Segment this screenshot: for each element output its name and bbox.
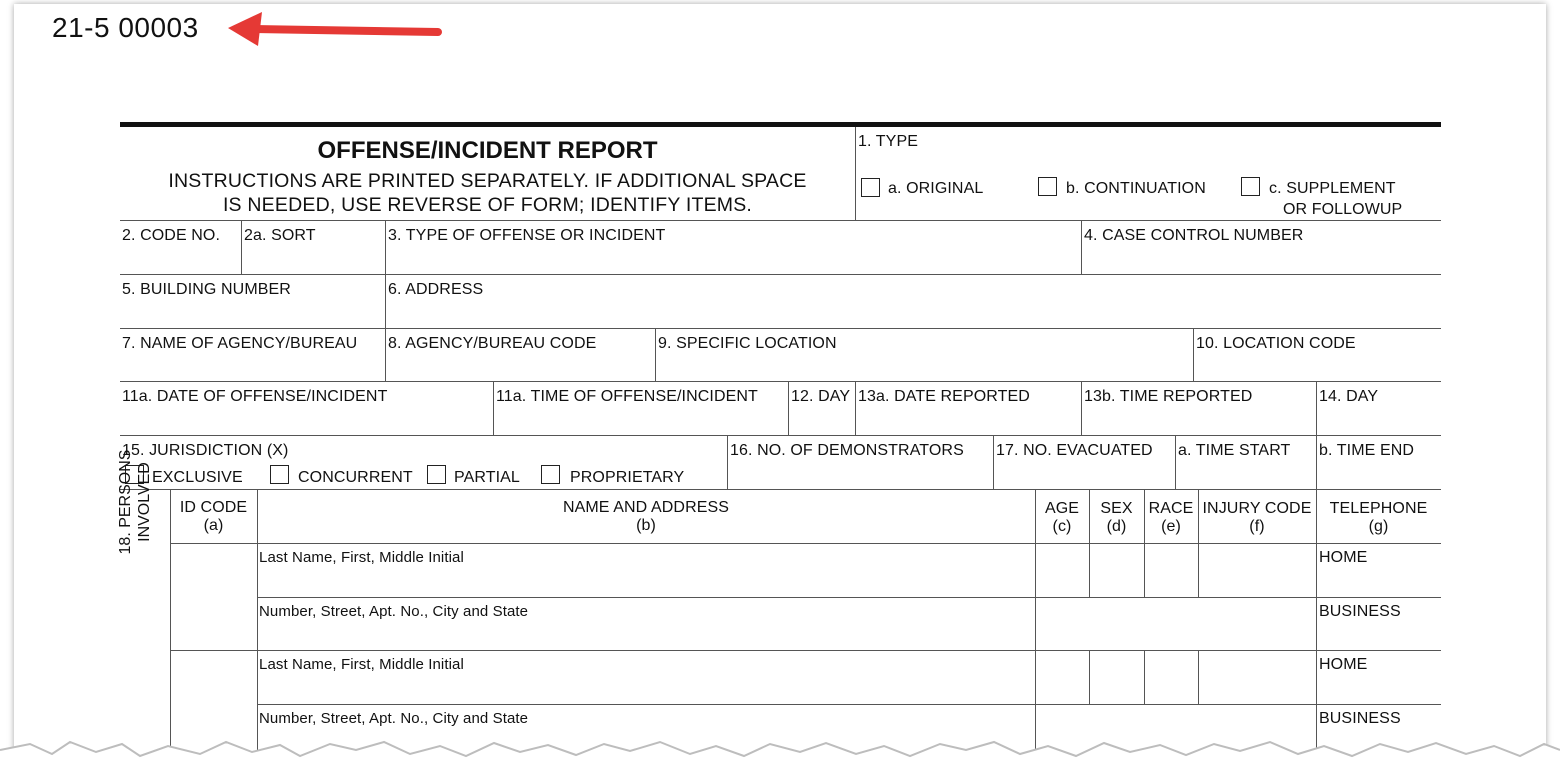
exclusive-label: EXCLUSIVE	[152, 469, 243, 486]
home-phone-field[interactable]: HOME	[1319, 656, 1368, 673]
original-label: a. ORIGINAL	[888, 180, 984, 197]
partial-label: PARTIAL	[454, 469, 520, 486]
evacuated-field[interactable]: 17. NO. EVACUATED	[996, 442, 1153, 459]
type-of-offense-field[interactable]: 3. TYPE OF OFFENSE OR INCIDENT	[388, 227, 666, 244]
proprietary-label: PROPRIETARY	[570, 469, 685, 486]
case-control-field[interactable]: 4. CASE CONTROL NUMBER	[1084, 227, 1304, 244]
date-reported-field[interactable]: 13a. DATE REPORTED	[858, 388, 1030, 405]
name-field[interactable]: Last Name, First, Middle Initial	[259, 549, 464, 566]
partial-checkbox[interactable]	[427, 465, 446, 484]
time-reported-field[interactable]: 13b. TIME REPORTED	[1084, 388, 1253, 405]
continuation-checkbox[interactable]	[1038, 177, 1057, 196]
jurisdiction-label: 15. JURISDICTION (X)	[122, 442, 289, 459]
col-injury-code: INJURY CODE (f)	[1202, 500, 1312, 535]
col-telephone: TELEPHONE (g)	[1329, 500, 1428, 535]
date-offense-field[interactable]: 11a. DATE OF OFFENSE/INCIDENT	[122, 388, 388, 405]
type-label: 1. TYPE	[858, 133, 918, 150]
day-14-field[interactable]: 14. DAY	[1319, 388, 1379, 405]
offense-incident-form	[117, 122, 1441, 767]
time-end-field[interactable]: b. TIME END	[1319, 442, 1415, 459]
address-field[interactable]: 6. ADDRESS	[388, 281, 484, 298]
demonstrators-field[interactable]: 16. NO. OF DEMONSTRATORS	[730, 442, 964, 459]
form-instructions	[120, 169, 855, 217]
form-title: OFFENSE/INCIDENT REPORT	[317, 137, 658, 164]
time-start-field[interactable]: a. TIME START	[1178, 442, 1291, 459]
col-age: AGE (c)	[1044, 500, 1080, 535]
agency-code-field[interactable]: 8. AGENCY/BUREAU CODE	[388, 335, 597, 352]
concurrent-label: CONCURRENT	[298, 469, 413, 486]
instructions-line-2: IS NEEDED, USE REVERSE OF FORM; IDENTIFY ITEMS.	[222, 194, 753, 216]
agency-name-field[interactable]: 7. NAME OF AGENCY/BUREAU	[122, 335, 358, 352]
business-phone-field[interactable]: BUSINESS	[1319, 603, 1401, 620]
day-12-field[interactable]: 12. DAY	[791, 388, 851, 405]
proprietary-checkbox[interactable]	[541, 465, 560, 484]
code-no-field[interactable]: 2. CODE NO.	[122, 227, 221, 244]
col-race: RACE (e)	[1148, 500, 1194, 535]
concurrent-checkbox[interactable]	[270, 465, 289, 484]
location-code-field[interactable]: 10. LOCATION CODE	[1196, 335, 1356, 352]
red-arrow-icon	[226, 10, 451, 50]
address-line-field[interactable]: Number, Street, Apt. No., City and State	[259, 710, 529, 727]
building-number-field[interactable]: 5. BUILDING NUMBER	[122, 281, 291, 298]
specific-location-field[interactable]: 9. SPECIFIC LOCATION	[658, 335, 837, 352]
time-offense-field[interactable]: 11a. TIME OF OFFENSE/INCIDENT	[496, 388, 758, 405]
instructions-line-1: INSTRUCTIONS ARE PRINTED SEPARATELY. IF ADDITIONAL SPACE	[168, 170, 807, 192]
supplement-checkbox[interactable]	[1241, 177, 1260, 196]
home-phone-field[interactable]: HOME	[1319, 549, 1368, 566]
address-line-field[interactable]: Number, Street, Apt. No., City and State	[259, 603, 529, 620]
col-name-address: NAME AND ADDRESS (b)	[562, 499, 730, 534]
col-id-code: ID CODE (a)	[179, 499, 248, 534]
sort-field[interactable]: 2a. SORT	[244, 227, 316, 244]
business-phone-field[interactable]: BUSINESS	[1319, 710, 1401, 727]
continuation-label: b. CONTINUATION	[1066, 180, 1206, 197]
supplement-label-2: OR FOLLOWUP	[1283, 201, 1403, 218]
supplement-label: c. SUPPLEMENT	[1269, 180, 1396, 197]
col-sex: SEX (d)	[1100, 500, 1133, 535]
name-field[interactable]: Last Name, First, Middle Initial	[259, 656, 464, 673]
original-checkbox[interactable]	[861, 178, 880, 197]
torn-edge	[0, 736, 1560, 784]
persons-involved-label: 18. PERSONS INVOLVED	[117, 449, 153, 555]
case-id-annotation: 21-5 00003	[52, 12, 199, 43]
